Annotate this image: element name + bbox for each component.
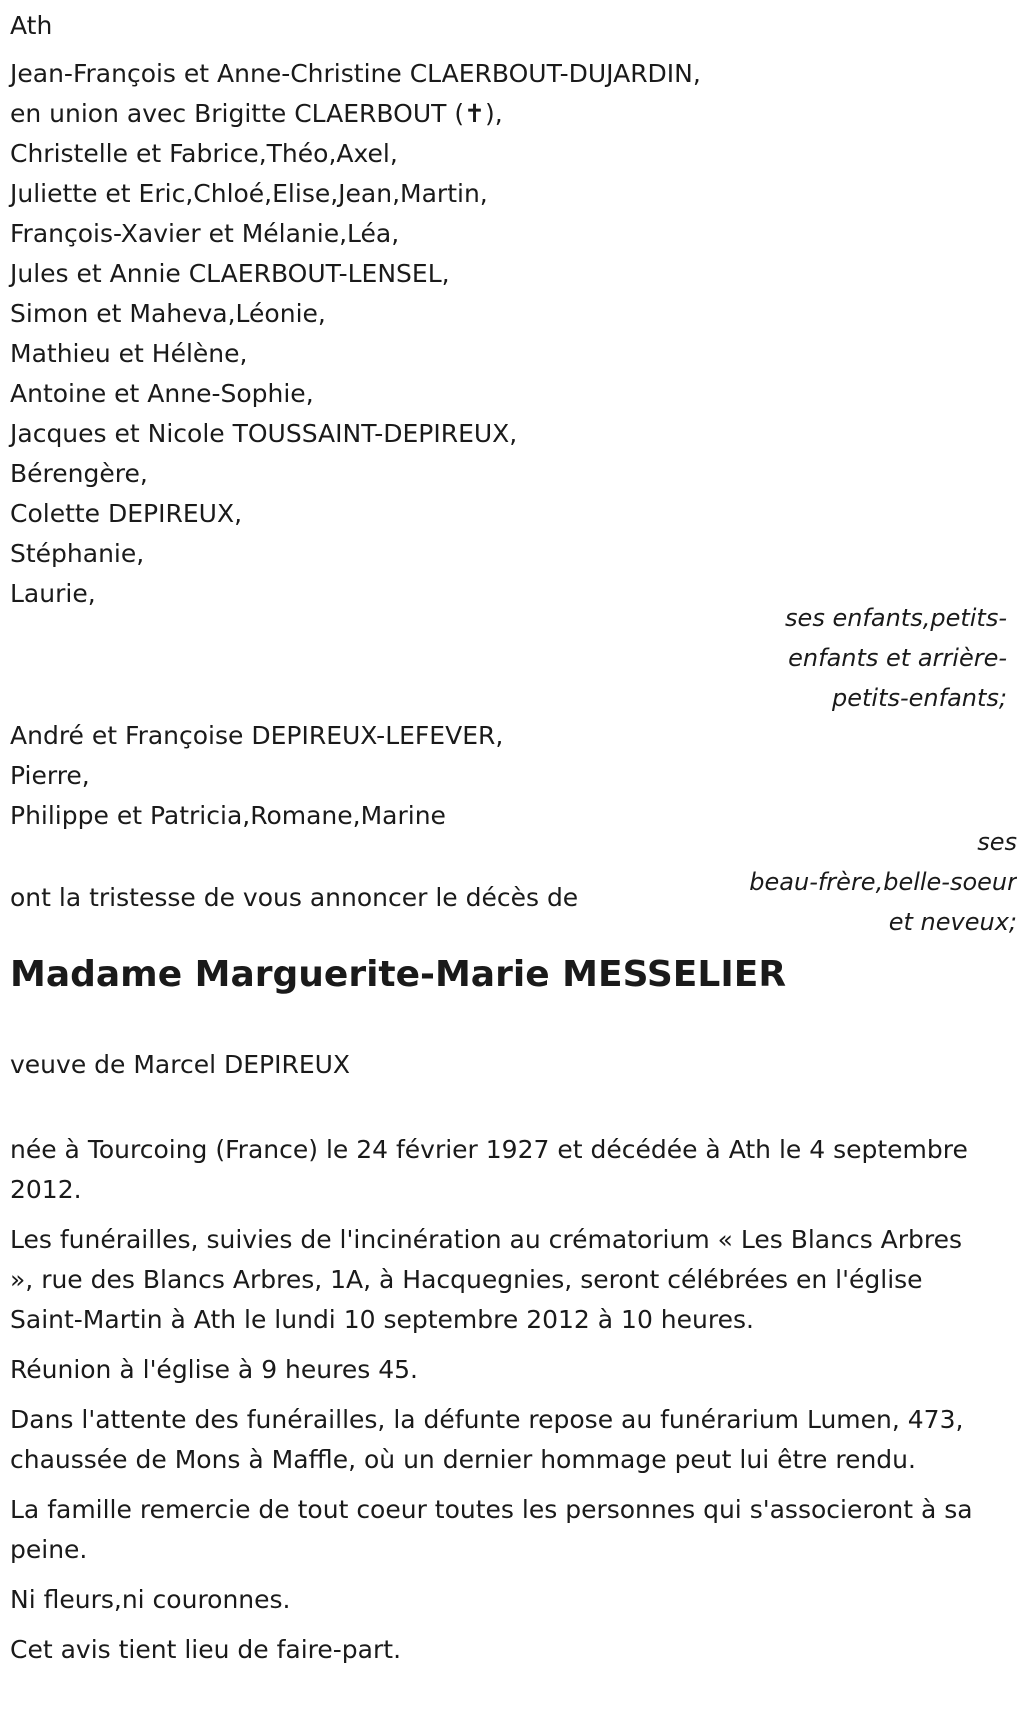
relation-inlaws xyxy=(749,822,1017,942)
family-line: Jacques et Nicole TOUSSAINT-DEPIREUX, xyxy=(10,419,518,448)
family-line: Jean-François et Anne-Christine CLAERBOUT-DUJARDIN, xyxy=(10,59,701,88)
inlaws-line: Philippe et Patricia,Romane,Marine xyxy=(10,801,446,830)
family-line: Stéphanie, xyxy=(10,539,145,568)
relation-line: beau-frère,belle-soeur xyxy=(749,868,1017,896)
family-line: Jules et Annie CLAERBOUT-LENSEL, xyxy=(10,259,450,288)
family-line: en union avec Brigitte CLAERBOUT (✝), xyxy=(10,99,503,128)
relation-line: petits-enfants; xyxy=(832,684,1007,712)
relation-line: ses enfants,petits- xyxy=(785,604,1007,632)
family-line: Mathieu et Hélène, xyxy=(10,339,248,368)
thanks-paragraph: La famille remercie de tout coeur toutes les personnes qui s'associeront à sa peine. xyxy=(10,1495,973,1564)
family-list xyxy=(10,54,701,614)
funerarium-paragraph: Dans l'attente des funérailles, la défunte repose au funérarium Lumen, 473, chaussée de Mons à Maffle, où un dernier hommage peut lui être rendu. xyxy=(10,1405,964,1474)
family-line: Simon et Maheva,Léonie, xyxy=(10,299,326,328)
widow-of-text: veuve de Marcel DEPIREUX xyxy=(10,1050,351,1079)
relation-children xyxy=(785,598,1007,718)
flowers-paragraph: Ni fleurs,ni couronnes. xyxy=(10,1585,291,1614)
relation-line: enfants et arrière- xyxy=(788,644,1007,672)
family-line: Christelle et Fabrice,Théo,Axel, xyxy=(10,139,398,168)
notice-paragraph: Cet avis tient lieu de faire-part. xyxy=(10,1635,402,1664)
family-line: François-Xavier et Mélanie,Léa, xyxy=(10,219,400,248)
family-line: Antoine et Anne-Sophie, xyxy=(10,379,314,408)
obituary-details xyxy=(10,1130,990,1680)
family-line: Colette DEPIREUX, xyxy=(10,499,243,528)
family-line: Bérengère, xyxy=(10,459,148,488)
birth-death-paragraph: née à Tourcoing (France) le 24 février 1927 et décédée à Ath le 4 septembre 2012. xyxy=(10,1135,968,1204)
inlaws-line: André et Françoise DEPIREUX-LEFEVER, xyxy=(10,721,504,750)
funeral-paragraph: Les funérailles, suivies de l'incinération au crématorium « Les Blancs Arbres », rue des Blancs Arbres, 1A, à Hacquegnies, seront célébrées en l'église Saint-Martin à Ath le lundi 10 septembre 2012 à 10 heures. xyxy=(10,1225,963,1334)
relation-line: et neveux; xyxy=(888,908,1017,936)
deceased-name: Madame Marguerite-Marie MESSELIER xyxy=(10,954,787,995)
city-name: Ath xyxy=(10,11,53,40)
announcement-text: ont la tristesse de vous annoncer le décès de xyxy=(10,883,579,912)
inlaws-line: Pierre, xyxy=(10,761,90,790)
relation-line: ses xyxy=(977,828,1017,856)
family-line: Juliette et Eric,Chloé,Elise,Jean,Martin, xyxy=(10,179,488,208)
family-line: Laurie, xyxy=(10,579,96,608)
inlaws-list xyxy=(10,716,503,836)
meeting-paragraph: Réunion à l'église à 9 heures 45. xyxy=(10,1355,418,1384)
